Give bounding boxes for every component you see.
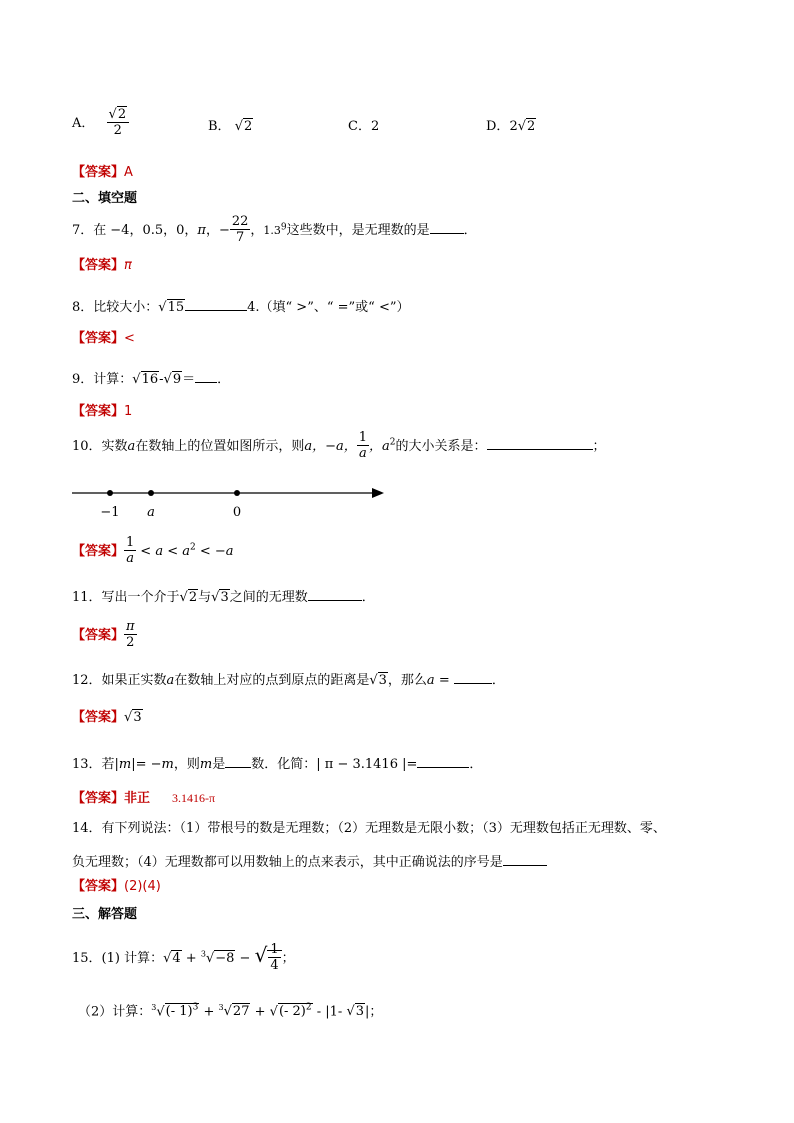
q15-part-2: （2）计算：$^3$√(- 1)$^3$ + $^3$√27 + √(- 2)$^2$ - |1- √3|； — [78, 1003, 383, 1020]
q13-question: 13．若|m|= −m，则m是 数．化简：| π − 3.1416 |= ． — [72, 754, 482, 771]
label-zero: 0 — [232, 505, 242, 520]
label-a: a — [147, 505, 155, 520]
q13-blank-1 — [225, 754, 251, 768]
q9-answer: 【答案】1 — [72, 404, 133, 419]
q8-answer: 【答案】< — [72, 331, 135, 346]
q10-question: 10．实数a在数轴上的位置如图所示，则a，−a， $\frac{1}{a}$ ，$a^2$的大小关系是： ； — [72, 430, 606, 462]
option-d: D．2√2 — [486, 119, 536, 134]
point-zero — [234, 490, 240, 496]
q9-question: 9．计算：√16-√9＝ ． — [72, 369, 230, 386]
q6-answer: 【答案】A — [72, 165, 133, 180]
q6-options — [72, 108, 129, 139]
q11-blank — [308, 587, 362, 601]
number-line-arrow — [372, 488, 384, 498]
q14-line-2: 负无理数；（4）无理数都可以用数轴上的点来表示，其中正确说法的序号是 — [72, 852, 547, 869]
q7-question: 7．在 −4，0.5，0，π，− $\frac{22}{7}$ ，$1.3^9$这些数中，是无理数的是 ． — [72, 214, 477, 246]
q10-number-line — [70, 480, 390, 522]
q13-answer: 【答案】非正 3.1416-π — [72, 791, 216, 806]
option-a-label: A． — [72, 115, 95, 131]
option-b: B． √2 — [208, 119, 253, 134]
point-a — [148, 490, 154, 496]
q7-answer: 【答案】π — [72, 258, 132, 273]
section-3-title: 三、解答题 — [72, 907, 138, 922]
q8-blank — [185, 297, 247, 311]
q14-blank — [503, 852, 547, 866]
q10-blank — [487, 436, 593, 450]
q12-question: 12．如果正实数a在数轴上对应的点到原点的距离是√3，那么a = ． — [72, 670, 505, 687]
q11-answer: 【答案】 $\frac{\pi}{2}$ — [72, 619, 135, 651]
point-minus-one — [107, 490, 113, 496]
q13-blank-2 — [417, 754, 469, 768]
q12-answer: 【答案】√3 — [72, 710, 142, 725]
q12-blank — [454, 670, 492, 684]
q11-question: 11．写出一个介于√2与√3之间的无理数 ． — [72, 587, 375, 604]
q7-blank — [430, 220, 464, 234]
q15-part-1: 15．(1) 计算：√4 + $^3$√−8 − √ $\frac{1}{4}$ ； — [72, 942, 295, 974]
q14-line-1: 14．有下列说法：（1）带根号的数是无理数；（2）无理数是无限小数；（3）无理数包括正无理数、零、 — [72, 821, 666, 836]
q9-blank — [195, 369, 217, 383]
label-minus-one: −1 — [100, 505, 120, 520]
q10-answer: 【答案】 $\frac{1}{a}$ < $a < a^2 < -a$ — [72, 535, 234, 567]
option-c: C．2 — [348, 119, 380, 134]
q8-question: 8．比较大小：√15 4.（填“ >”、“ =”或“ <”） — [72, 297, 409, 314]
option-a-fraction: $\frac{√2}{2}$ — [107, 108, 130, 139]
section-2-title: 二、填空题 — [72, 191, 138, 206]
q14-answer: 【答案】(2)(4) — [72, 879, 161, 894]
